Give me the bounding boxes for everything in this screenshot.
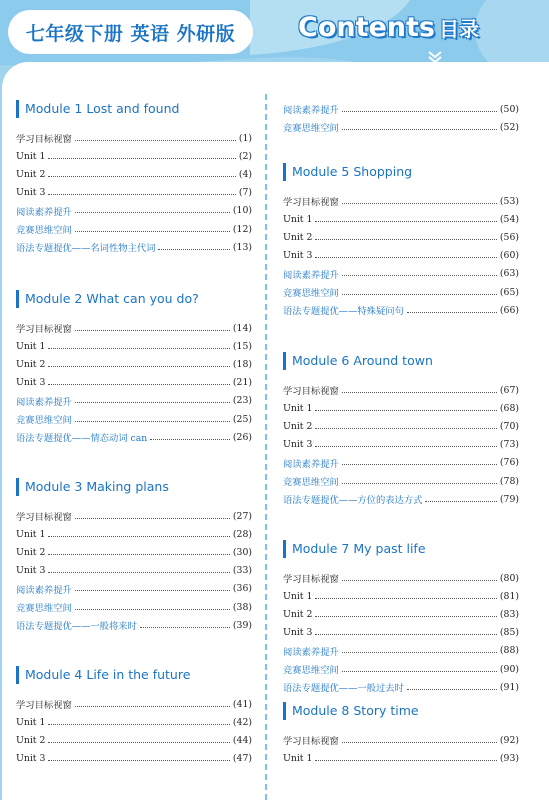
toc-entry-label: 语法专题提优——特殊疑问句	[283, 306, 404, 318]
toc-entry[interactable]	[283, 418, 519, 434]
dot-leader	[48, 194, 235, 195]
toc-entry-page: (70)	[499, 420, 519, 432]
toc-entry-page: (21)	[232, 377, 252, 389]
dot-leader	[342, 203, 497, 204]
toc-entry-page: (80)	[499, 572, 519, 584]
toc-entry-page: (23)	[232, 395, 252, 407]
toc-entry[interactable]	[283, 750, 519, 766]
dot-leader	[75, 402, 230, 403]
toc-entry-page: (7)	[238, 187, 252, 199]
toc-entry[interactable]	[283, 437, 519, 453]
toc-entry-label: Unit 3	[16, 753, 46, 765]
dot-leader	[75, 590, 230, 591]
toc-entry[interactable]	[283, 382, 519, 398]
module-title[interactable]: Module 6 Around town	[283, 352, 433, 370]
toc-entry[interactable]	[16, 732, 252, 748]
toc-entry-label: 学习目标视窗	[283, 574, 339, 585]
toc-entry-page: (88)	[499, 645, 519, 657]
toc-entry-page: (79)	[499, 493, 519, 505]
toc-entry-page: (38)	[232, 601, 252, 613]
toc-entry-page: (85)	[499, 627, 519, 639]
module-title[interactable]: Module 3 Making plans	[16, 478, 169, 496]
toc-entry-page: (76)	[499, 457, 519, 469]
dot-leader	[48, 536, 230, 537]
toc-entry-page: (63)	[499, 268, 519, 280]
toc-entry-page: (39)	[232, 619, 252, 631]
dot-leader	[315, 410, 497, 411]
toc-entry-label: Unit 3	[283, 627, 313, 639]
dot-leader	[342, 294, 497, 295]
toc-entry[interactable]	[283, 643, 519, 659]
toc-entry-page: (78)	[499, 475, 519, 487]
toc-entry[interactable]	[283, 248, 519, 264]
toc-entry-page: (81)	[499, 590, 519, 602]
dot-leader	[407, 312, 497, 313]
dot-leader	[315, 760, 497, 761]
toc-entry-label: 学习目标视窗	[16, 512, 72, 523]
toc-entry-label: Unit 2	[16, 546, 46, 558]
toc-entry[interactable]	[283, 473, 519, 489]
toc-entry-page: (67)	[499, 384, 519, 396]
dot-leader	[315, 257, 497, 258]
toc-entry-label: 阅读素养提升	[283, 105, 339, 116]
dot-leader	[342, 275, 497, 276]
toc-entry-label: 学习目标视窗	[16, 324, 72, 335]
toc-entry-page: (13)	[232, 241, 252, 253]
toc-entry-page: (18)	[232, 358, 252, 370]
toc-entry-label: 竞赛思维空间	[283, 477, 339, 488]
toc-entry[interactable]	[16, 375, 252, 391]
toc-entry[interactable]	[16, 393, 252, 409]
toc-entry[interactable]	[16, 599, 252, 615]
module-title[interactable]: Module 7 My past life	[283, 540, 426, 558]
toc-entry-label: Unit 3	[16, 377, 46, 389]
toc-entry-page: (1)	[238, 132, 252, 144]
toc-entry[interactable]	[16, 411, 252, 427]
toc-entry-page: (53)	[499, 195, 519, 207]
dot-leader	[48, 348, 230, 349]
toc-entry-label: Unit 2	[16, 358, 46, 370]
dot-leader	[48, 572, 230, 573]
toc-entry-label: Unit 1	[283, 402, 313, 414]
toc-entry[interactable]	[16, 320, 252, 336]
dot-leader	[315, 428, 497, 429]
toc-entry-page: (56)	[499, 231, 519, 243]
toc-entry-page: (68)	[499, 402, 519, 414]
toc-entry-label: 竞赛思维空间	[16, 415, 72, 426]
toc-entry[interactable]	[283, 193, 519, 209]
contents-title	[298, 12, 479, 43]
dot-leader	[315, 446, 497, 447]
toc-entry[interactable]	[16, 714, 252, 730]
toc-entry-page: (54)	[499, 213, 519, 225]
dot-leader	[425, 501, 496, 502]
dot-leader	[75, 330, 230, 331]
dot-leader	[75, 706, 230, 707]
dot-leader	[315, 239, 497, 240]
toc-entry-page: (25)	[232, 413, 252, 425]
contents-title-zh: 目录	[439, 17, 480, 41]
dot-leader	[48, 724, 230, 725]
toc-entry-label: Unit 3	[16, 187, 46, 199]
toc-entry-page: (30)	[232, 546, 252, 558]
toc-entry[interactable]	[283, 679, 519, 695]
toc-entry-label: 学习目标视窗	[283, 386, 339, 397]
toc-entry-label: 竞赛思维空间	[283, 123, 339, 135]
toc-entry-label: 竞赛思维空间	[16, 225, 72, 236]
toc-entry-label: Unit 2	[283, 231, 313, 243]
toc-entry-label: 竞赛思维空间	[16, 603, 72, 614]
toc-entry[interactable]	[16, 130, 252, 146]
toc-entry-page: (33)	[232, 565, 252, 577]
dot-leader	[48, 384, 230, 385]
toc-entry-label: Unit 1	[16, 528, 46, 540]
toc-entry-label: Unit 1	[16, 716, 46, 728]
toc-entry-label: 语法专题提优——一般过去时	[283, 683, 404, 695]
toc-entry[interactable]	[283, 606, 519, 622]
dot-leader	[342, 111, 497, 112]
toc-entry-label: Unit 2	[16, 734, 46, 746]
dot-leader	[75, 212, 230, 213]
toc-entry-page: (14)	[232, 322, 252, 334]
dot-leader	[407, 689, 497, 690]
toc-entry[interactable]	[16, 338, 252, 354]
toc-entry[interactable]	[16, 508, 252, 524]
toc-entry-page: (10)	[232, 205, 252, 217]
toc-entry-label: 阅读素养提升	[16, 206, 72, 218]
toc-entry-page: (92)	[499, 734, 519, 746]
toc-entry[interactable]	[283, 119, 519, 135]
dot-leader	[75, 609, 230, 610]
toc-entry[interactable]	[16, 563, 252, 579]
contents-sheet	[2, 62, 549, 800]
toc-entry-page: (2)	[238, 150, 252, 162]
dot-leader	[342, 129, 497, 130]
dot-leader	[48, 760, 230, 761]
toc-entry[interactable]	[16, 696, 252, 712]
toc-entry-label: Unit 1	[283, 213, 313, 225]
toc-entry-page: (93)	[499, 752, 519, 764]
toc-entry-label: 竞赛思维空间	[283, 665, 339, 676]
module-title[interactable]: Module 2 What can you do?	[16, 290, 199, 308]
toc-entry-label: 阅读素养提升	[283, 269, 339, 281]
toc-entry-page: (52)	[499, 121, 519, 133]
module-title[interactable]: Module 5 Shopping	[283, 163, 412, 181]
toc-entry[interactable]	[283, 588, 519, 604]
dot-leader	[150, 439, 230, 440]
toc-entry-label: 语法专题提优——情态动词 can	[16, 433, 148, 445]
module-title[interactable]: Module 8 Story time	[283, 702, 419, 720]
toc-entry-label: 学习目标视窗	[283, 736, 339, 747]
dot-leader	[48, 176, 235, 177]
dot-leader	[158, 249, 229, 250]
toc-entry-label: Unit 1	[283, 590, 313, 602]
toc-entry[interactable]	[16, 239, 252, 255]
toc-entry-label: 学习目标视窗	[283, 197, 339, 208]
toc-entry-page: (83)	[499, 608, 519, 620]
toc-entry[interactable]	[283, 732, 519, 748]
toc-entry[interactable]	[283, 491, 519, 507]
toc-entry[interactable]	[16, 581, 252, 597]
toc-entry[interactable]	[16, 429, 252, 445]
toc-entry[interactable]	[16, 185, 252, 201]
toc-entry-page: (90)	[499, 663, 519, 675]
dot-leader	[342, 580, 497, 581]
toc-entry-label: 阅读素养提升	[16, 584, 72, 596]
toc-entry[interactable]	[16, 148, 252, 164]
toc-entry-label: 竞赛思维空间	[283, 288, 339, 299]
toc-entry-label: Unit 2	[283, 608, 313, 620]
toc-entry-page: (4)	[238, 168, 252, 180]
dot-leader	[48, 742, 230, 743]
toc-entry[interactable]	[16, 203, 252, 219]
toc-entry[interactable]	[16, 544, 252, 560]
toc-entry-page: (44)	[232, 734, 252, 746]
toc-entry[interactable]	[16, 617, 252, 633]
toc-entry-label: Unit 2	[283, 420, 313, 432]
toc-entry-label: Unit 2	[16, 168, 46, 180]
toc-entry[interactable]	[283, 101, 519, 117]
dot-leader	[315, 634, 497, 635]
dot-leader	[315, 616, 497, 617]
toc-entry-label: 阅读素养提升	[16, 396, 72, 408]
toc-entry-page: (66)	[499, 304, 519, 316]
toc-entry-label: 学习目标视窗	[16, 700, 72, 711]
toc-entry-label: 语法专题提优——方位的表达方式	[283, 495, 423, 507]
dot-leader	[48, 158, 235, 159]
grade-badge-text: 七年级下册 英语 外研版	[25, 22, 236, 45]
toc-entry[interactable]	[283, 284, 519, 300]
dot-leader	[342, 652, 497, 653]
toc-entry[interactable]	[283, 211, 519, 227]
dot-leader	[315, 221, 497, 222]
toc-entry-page: (60)	[499, 250, 519, 262]
toc-entry[interactable]	[283, 570, 519, 586]
toc-entry-page: (36)	[232, 583, 252, 595]
toc-entry-label: 阅读素养提升	[283, 458, 339, 470]
dot-leader	[48, 554, 230, 555]
toc-entry[interactable]	[16, 356, 252, 372]
module-title[interactable]: Module 1 Lost and found	[16, 100, 179, 118]
module-title[interactable]: Module 4 Life in the future	[16, 666, 190, 684]
toc-entry[interactable]	[283, 302, 519, 318]
toc-entry-page: (15)	[232, 340, 252, 352]
dot-leader	[75, 231, 230, 232]
toc-entry[interactable]	[16, 751, 252, 767]
dot-leader	[140, 627, 230, 628]
toc-entry-label: 学习目标视窗	[16, 134, 72, 145]
dot-leader	[48, 366, 230, 367]
dot-leader	[342, 671, 497, 672]
toc-entry[interactable]	[283, 229, 519, 245]
toc-entry-label: Unit 3	[283, 439, 313, 451]
toc-entry-label: Unit 3	[283, 250, 313, 262]
toc-entry[interactable]	[16, 526, 252, 542]
toc-entry-page: (65)	[499, 286, 519, 298]
contents-title-en: Contents	[298, 12, 436, 43]
dot-leader	[342, 464, 497, 465]
toc-entry-page: (27)	[232, 510, 252, 522]
toc-entry-page: (26)	[232, 431, 252, 443]
toc-entry[interactable]	[283, 266, 519, 282]
toc-entry-page: (28)	[232, 528, 252, 540]
toc-entry-label: Unit 3	[16, 565, 46, 577]
dot-leader	[342, 742, 497, 743]
dot-leader	[315, 598, 497, 599]
toc-entry[interactable]	[16, 166, 252, 182]
toc-entry[interactable]	[283, 400, 519, 416]
toc-entry-page: (50)	[499, 103, 519, 115]
toc-entry-label: Unit 1	[16, 340, 46, 352]
toc-entry-label: 语法专题提优——一般将来时	[16, 621, 137, 633]
dot-leader	[75, 140, 236, 141]
dot-leader	[342, 392, 497, 393]
toc-entry-page: (41)	[232, 698, 252, 710]
toc-entry-label: 阅读素养提升	[283, 646, 339, 658]
toc-entry-label: Unit 1	[283, 752, 313, 764]
column-divider	[265, 94, 267, 800]
toc-entry-page: (12)	[232, 223, 252, 235]
toc-entry[interactable]	[283, 455, 519, 471]
dot-leader	[75, 421, 230, 422]
toc-entry[interactable]	[16, 221, 252, 237]
toc-entry-page: (73)	[499, 439, 519, 451]
toc-entry[interactable]	[283, 661, 519, 677]
toc-entry-label: Unit 1	[16, 150, 46, 162]
toc-entry-page: (42)	[232, 716, 252, 728]
toc-entry-label: 语法专题提优——名词性物主代词	[16, 243, 156, 255]
grade-badge	[8, 10, 253, 54]
toc-entry-page: (91)	[499, 681, 519, 693]
toc-entry-page: (47)	[232, 753, 252, 765]
dot-leader	[342, 483, 497, 484]
toc-entry[interactable]	[283, 625, 519, 641]
dot-leader	[75, 518, 230, 519]
